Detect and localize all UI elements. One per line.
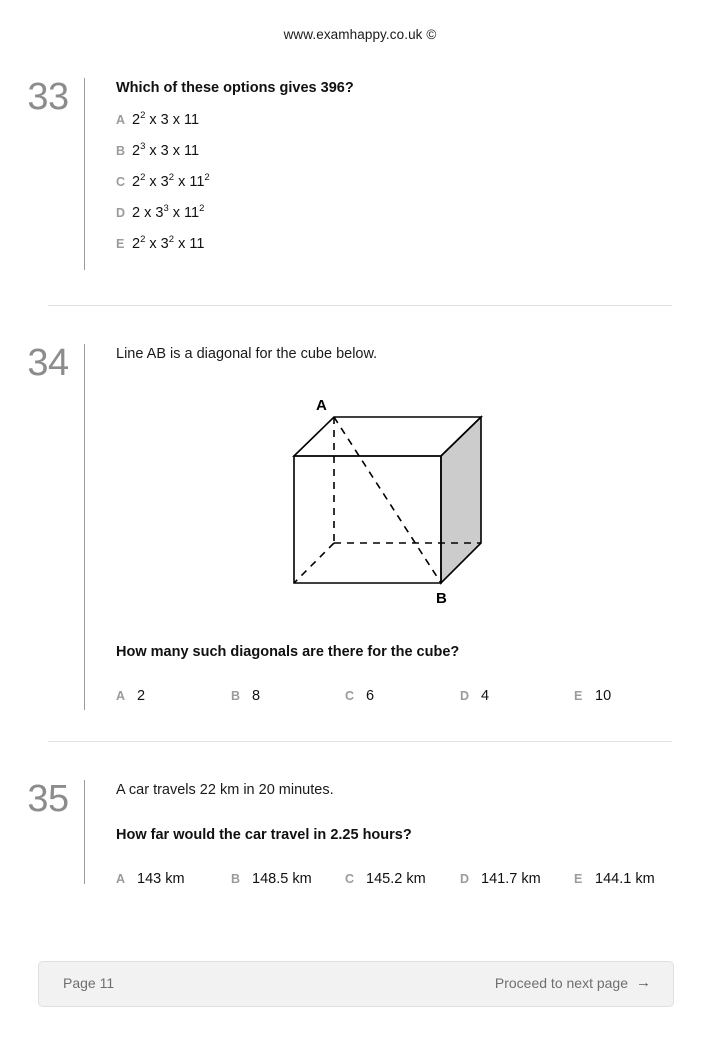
section-divider bbox=[48, 305, 672, 306]
option-d[interactable] bbox=[116, 205, 686, 236]
section-divider bbox=[48, 741, 672, 742]
question-stem: Line AB is a diagonal for the cube below. bbox=[116, 346, 378, 362]
option-text: 144.1 km bbox=[595, 871, 655, 887]
option-e[interactable] bbox=[116, 236, 686, 267]
option-text: 143 km bbox=[137, 871, 185, 887]
question-body bbox=[116, 780, 686, 893]
option-text: 8 bbox=[252, 688, 261, 704]
option-text: $2^2$ x 3 x 11 bbox=[132, 110, 200, 128]
vertex-label-b: B bbox=[436, 590, 447, 607]
question-rule bbox=[84, 78, 85, 270]
page-indicator: Page 11 bbox=[63, 975, 115, 991]
option-letter: E bbox=[574, 689, 583, 703]
cube-hidden-edge-bottom-left bbox=[294, 543, 334, 583]
option-text: 145.2 km bbox=[366, 871, 426, 887]
question-stem-2: How far would the car travel in 2.25 hours? bbox=[116, 827, 412, 843]
question-number: 33 bbox=[27, 76, 69, 118]
option-letter: C bbox=[345, 872, 355, 886]
option-text: $2^2$ x $3^2$ x $11^2$ bbox=[132, 172, 210, 190]
question-number: 35 bbox=[27, 778, 69, 820]
question-stem-2: How many such diagonals are there for the cube? bbox=[116, 644, 460, 660]
option-letter: E bbox=[574, 872, 583, 886]
option-letter: D bbox=[116, 206, 126, 220]
option-b[interactable] bbox=[231, 871, 312, 887]
option-letter: A bbox=[116, 872, 126, 886]
next-page-button[interactable] bbox=[495, 975, 651, 991]
cube-diagonal-ab bbox=[334, 417, 441, 583]
question-stem: A car travels 22 km in 20 minutes. bbox=[116, 782, 334, 798]
cube-figure bbox=[0, 390, 720, 620]
option-a[interactable] bbox=[116, 112, 686, 143]
next-page-label: Proceed to next page bbox=[494, 975, 628, 991]
option-c[interactable] bbox=[345, 871, 426, 887]
option-letter: B bbox=[231, 689, 241, 703]
question-stem: Which of these options gives 396? bbox=[116, 80, 354, 96]
option-text: 148.5 km bbox=[252, 871, 312, 887]
option-e[interactable] bbox=[574, 688, 611, 704]
option-letter: A bbox=[116, 113, 126, 127]
cube-front-face bbox=[294, 456, 441, 583]
option-letter: E bbox=[116, 237, 125, 251]
question-number: 34 bbox=[27, 342, 69, 384]
option-text: $2^2$ x $3^2$ x 11 bbox=[132, 234, 205, 252]
option-letter: C bbox=[116, 175, 126, 189]
option-d[interactable] bbox=[460, 688, 489, 704]
option-letter: C bbox=[345, 689, 355, 703]
option-text: 6 bbox=[366, 688, 375, 704]
option-text: 4 bbox=[481, 688, 490, 704]
option-row-inline bbox=[116, 871, 686, 893]
option-c[interactable] bbox=[345, 688, 374, 704]
option-b[interactable] bbox=[116, 143, 686, 174]
footer-bar bbox=[38, 961, 674, 1007]
site-header: www.examhappy.co.uk © bbox=[283, 27, 437, 42]
option-list bbox=[116, 112, 686, 267]
arrow-right-icon: → bbox=[636, 974, 651, 991]
option-text: 2 x $3^3$ x $11^2$ bbox=[132, 203, 205, 221]
vertex-label-a: A bbox=[316, 397, 327, 414]
cube-shaded-face bbox=[441, 417, 481, 583]
question-subbody bbox=[116, 642, 686, 710]
option-e[interactable] bbox=[574, 871, 655, 887]
option-text: $2^3$ x 3 x 11 bbox=[132, 141, 200, 159]
option-letter: A bbox=[116, 689, 126, 703]
question-body bbox=[116, 78, 686, 267]
option-row-inline bbox=[116, 688, 686, 710]
option-letter: D bbox=[460, 872, 470, 886]
question-body bbox=[116, 344, 686, 364]
cube-svg bbox=[0, 390, 720, 620]
option-b[interactable] bbox=[231, 688, 260, 704]
option-text: 10 bbox=[595, 688, 612, 704]
question-rule bbox=[84, 780, 85, 884]
option-text: 2 bbox=[137, 688, 146, 704]
option-letter: B bbox=[231, 872, 241, 886]
option-d[interactable] bbox=[460, 871, 541, 887]
option-a[interactable] bbox=[116, 871, 185, 887]
option-text: 141.7 km bbox=[481, 871, 541, 887]
option-c[interactable] bbox=[116, 174, 686, 205]
option-letter: D bbox=[460, 689, 470, 703]
option-letter: B bbox=[116, 144, 126, 158]
option-a[interactable] bbox=[116, 688, 145, 704]
